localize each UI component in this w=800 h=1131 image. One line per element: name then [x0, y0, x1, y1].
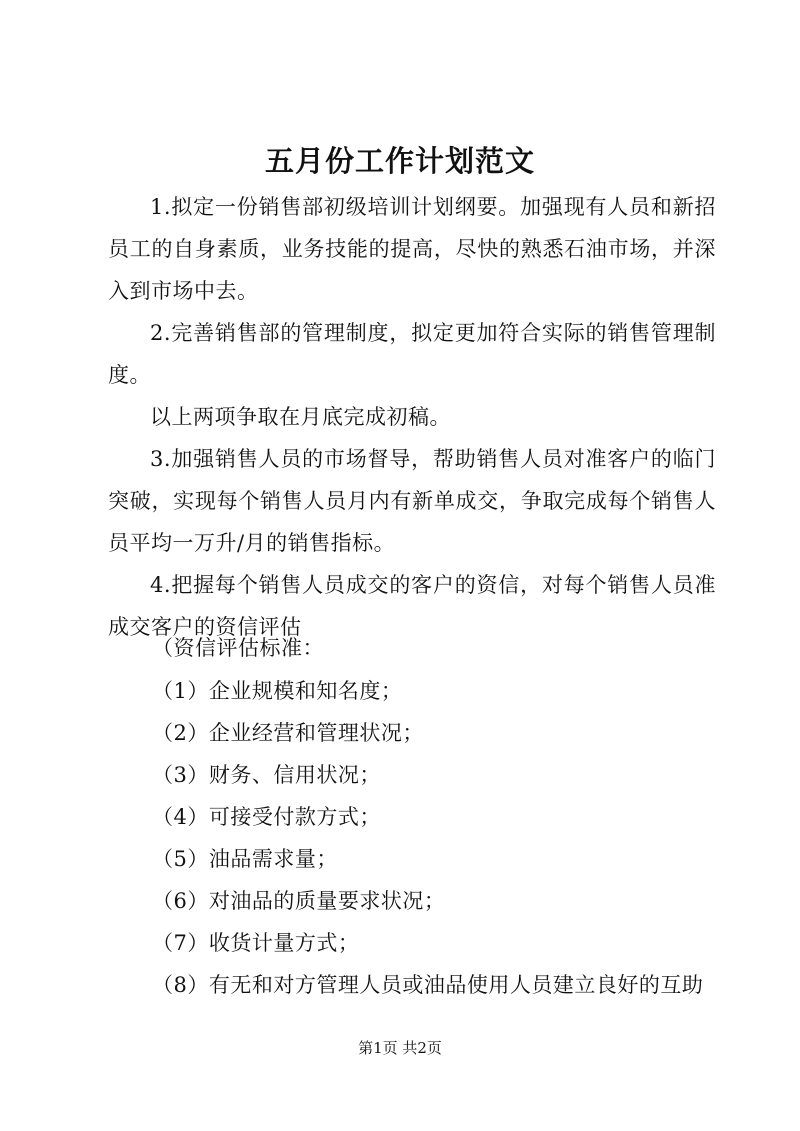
criteria-item-5: （5）油品需求量；	[152, 847, 338, 871]
criteria-item-7: （7）收货计量方式；	[152, 931, 360, 955]
criteria-item-4: （4）可接受付款方式；	[152, 805, 381, 829]
page-footer: 第1页 共2页	[358, 1039, 442, 1057]
paragraph-1: 1.拟定一份销售部初级培训计划纲要。加强现有人员和新招员工的自身素质，业务技能的提高，尽快的熟悉石油市场，并深入到市场中去。	[108, 195, 716, 303]
paragraph-4: 3.加强销售人员的市场督导，帮助销售人员对准客户的临门突破，实现每个销售人员月内有新单成交，争取完成每个销售人员平均一万升/月的销售指标。	[108, 447, 716, 555]
criteria-item-6: （6）对油品的质量要求状况；	[152, 889, 446, 913]
paragraph-3: 以上两项争取在月底完成初稿。	[150, 405, 451, 429]
criteria-item-1: （1）企业规模和知名度；	[152, 679, 403, 703]
criteria-heading: （资信评估标准：	[152, 636, 324, 660]
paragraph-2: 2.完善销售部的管理制度，拟定更加符合实际的销售管理制度。	[108, 321, 716, 387]
criteria-item-2: （2）企业经营和管理状况；	[152, 721, 424, 745]
document-title: 五月份工作计划范文	[264, 144, 535, 178]
paragraph-5: 4.把握每个销售人员成交的客户的资信，对每个销售人员准成交客户的资信评估	[108, 573, 716, 639]
criteria-item-8: （8）有无和对方管理人员或油品使用人员建立良好的互助	[152, 973, 704, 997]
criteria-item-3: （3）财务、信用状况；	[152, 763, 381, 787]
